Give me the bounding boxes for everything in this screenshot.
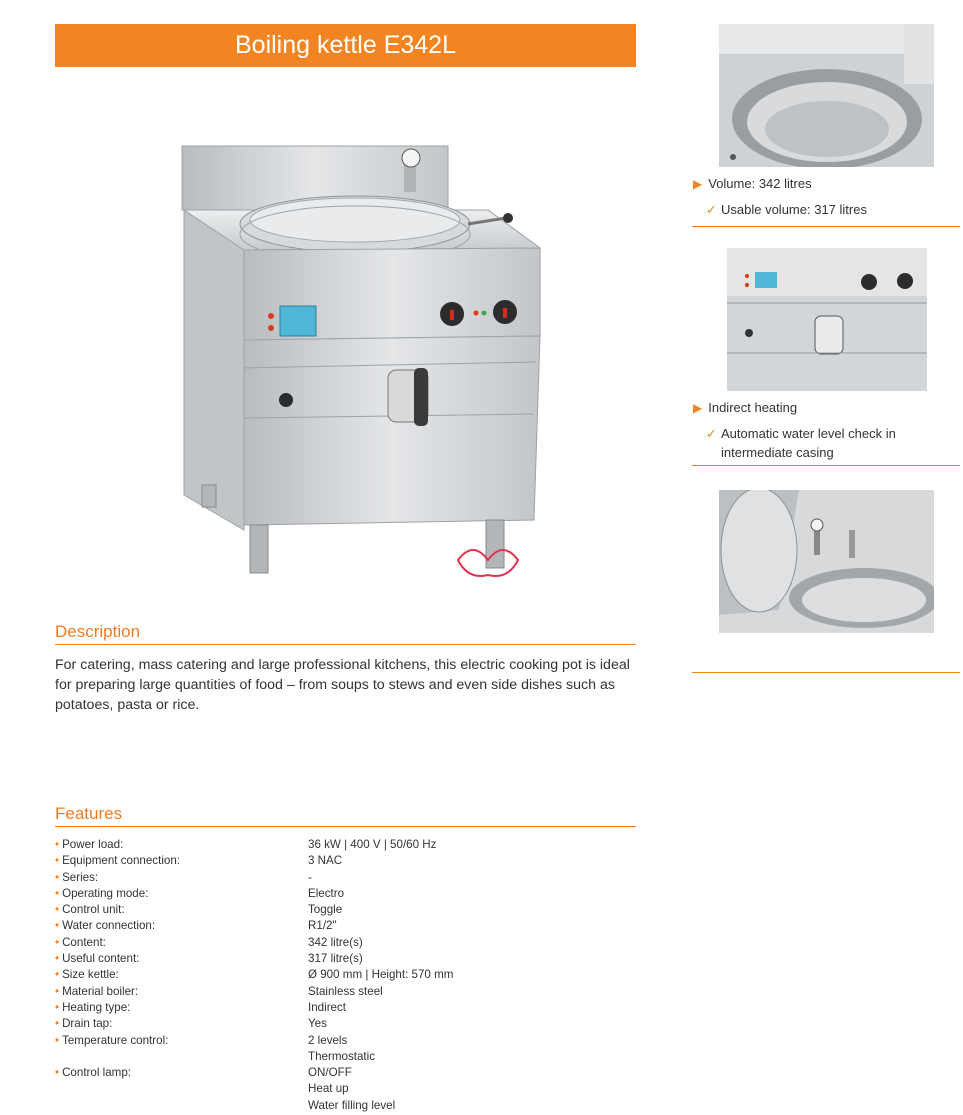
feature-label: • Temperature control: [55, 1033, 169, 1047]
triangle-right-icon: ▶ [693, 401, 703, 415]
feature-label: • Operating mode: [55, 886, 149, 900]
product-main-image [118, 100, 558, 592]
bullet-icon: • [55, 870, 60, 884]
bullet-icon: • [55, 1066, 60, 1080]
feature-label: • Content: [55, 935, 106, 949]
triangle-right-icon: ▶ [693, 177, 703, 191]
feature-value: R1/2" [308, 919, 337, 933]
bullet-icon: • [55, 1017, 60, 1031]
feature-label: • Useful content: [55, 952, 140, 966]
feature-row [55, 918, 640, 934]
bullet-icon: • [55, 919, 60, 933]
control-panel-photo [727, 248, 927, 391]
feature-values [308, 886, 344, 902]
feature-row [55, 886, 640, 902]
feature-value: Indirect [308, 1000, 347, 1014]
feature-row [55, 870, 640, 886]
feature-label: • Heating type: [55, 1000, 131, 1014]
divider [692, 465, 960, 466]
feature-label: • Water connection: [55, 919, 156, 933]
highlight-volume: ▶ Volume: 342 litres [693, 176, 812, 191]
feature-values [308, 935, 363, 951]
feature-values [308, 1016, 327, 1032]
feature-values [308, 870, 312, 886]
bullet-icon: • [55, 984, 60, 998]
feature-value: 317 litre(s) [308, 952, 363, 966]
description-heading: Description [55, 622, 636, 645]
feature-row [55, 984, 640, 1000]
feature-values [308, 967, 453, 983]
feature-label: • Power load: [55, 838, 124, 851]
divider [692, 226, 960, 227]
feature-label: • Control unit: [55, 903, 125, 917]
open-lid-photo [719, 490, 934, 633]
feature-values [308, 951, 363, 967]
feature-values [308, 984, 383, 1000]
highlight-heating: ▶ Indirect heating [693, 400, 798, 415]
feature-label: • Material boiler: [55, 984, 139, 998]
feature-row [55, 902, 640, 918]
checkmark-icon: ✓ [706, 202, 717, 217]
feature-values [308, 1033, 375, 1066]
feature-value: Stainless steel [308, 984, 383, 998]
checkmark-icon: ✓ [706, 426, 717, 441]
feature-row [55, 1065, 640, 1114]
feature-row [55, 1000, 640, 1016]
feature-values [308, 1000, 346, 1016]
feature-row [55, 935, 640, 951]
feature-label: • Equipment connection: [55, 854, 181, 868]
feature-label: • Control lamp: [55, 1066, 132, 1080]
feature-value: 36 kW | 400 V | 50/60 Hz [308, 838, 437, 851]
feature-label: • Size kettle: [55, 968, 119, 982]
feature-value: Electro [308, 886, 345, 900]
feature-value: Water filling level [308, 1098, 396, 1112]
feature-value: ON/OFF [308, 1066, 352, 1080]
feature-label: • Drain tap: [55, 1017, 113, 1031]
feature-value: 342 litre(s) [308, 935, 363, 949]
feature-value: - [308, 870, 312, 884]
feature-values [308, 1065, 395, 1114]
feature-row [55, 853, 640, 869]
feature-label: • Series: [55, 870, 99, 884]
features-heading: Features [55, 804, 636, 827]
feature-value: Toggle [308, 903, 343, 917]
feature-value: 2 levels [308, 1033, 348, 1047]
feature-value: Thermostatic [308, 1049, 376, 1063]
feature-values [308, 902, 342, 918]
bullet-icon: • [55, 854, 60, 868]
description-text: For catering, mass catering and large professional kitchens, this electric cooking pot is ideal for preparing large quantities of food – from soups to stews and even side dishes such as potatoes, pasta or rice. [55, 657, 630, 713]
bullet-icon: • [55, 838, 60, 851]
bullet-icon: • [55, 968, 60, 982]
feature-value: Yes [308, 1017, 327, 1031]
feature-row [55, 967, 640, 983]
detail-usable-volume: ✓ Usable volume: 317 litres [706, 202, 867, 217]
feature-values [308, 918, 337, 934]
feature-value: 3 NAC [308, 854, 343, 868]
divider [692, 672, 960, 673]
bullet-icon: • [55, 935, 60, 949]
bullet-icon: • [55, 1000, 60, 1014]
feature-row [55, 837, 640, 853]
feature-row [55, 1016, 640, 1032]
kettle-interior-photo [719, 24, 934, 167]
feature-value: Ø 900 mm | Height: 570 mm [308, 968, 454, 982]
feature-values [308, 853, 342, 869]
feature-values [308, 837, 436, 853]
bullet-icon: • [55, 903, 60, 917]
feature-row [55, 1033, 640, 1066]
detail-water-level: ✓ Automatic water level check in intermediate casing [706, 426, 896, 460]
bullet-icon: • [55, 1033, 60, 1047]
bullet-icon: • [55, 886, 60, 900]
features-list [55, 837, 640, 1114]
feature-row [55, 951, 640, 967]
feature-value: Heat up [308, 1082, 349, 1096]
page-title: Boiling kettle E342L [55, 24, 636, 67]
bullet-icon: • [55, 952, 60, 966]
